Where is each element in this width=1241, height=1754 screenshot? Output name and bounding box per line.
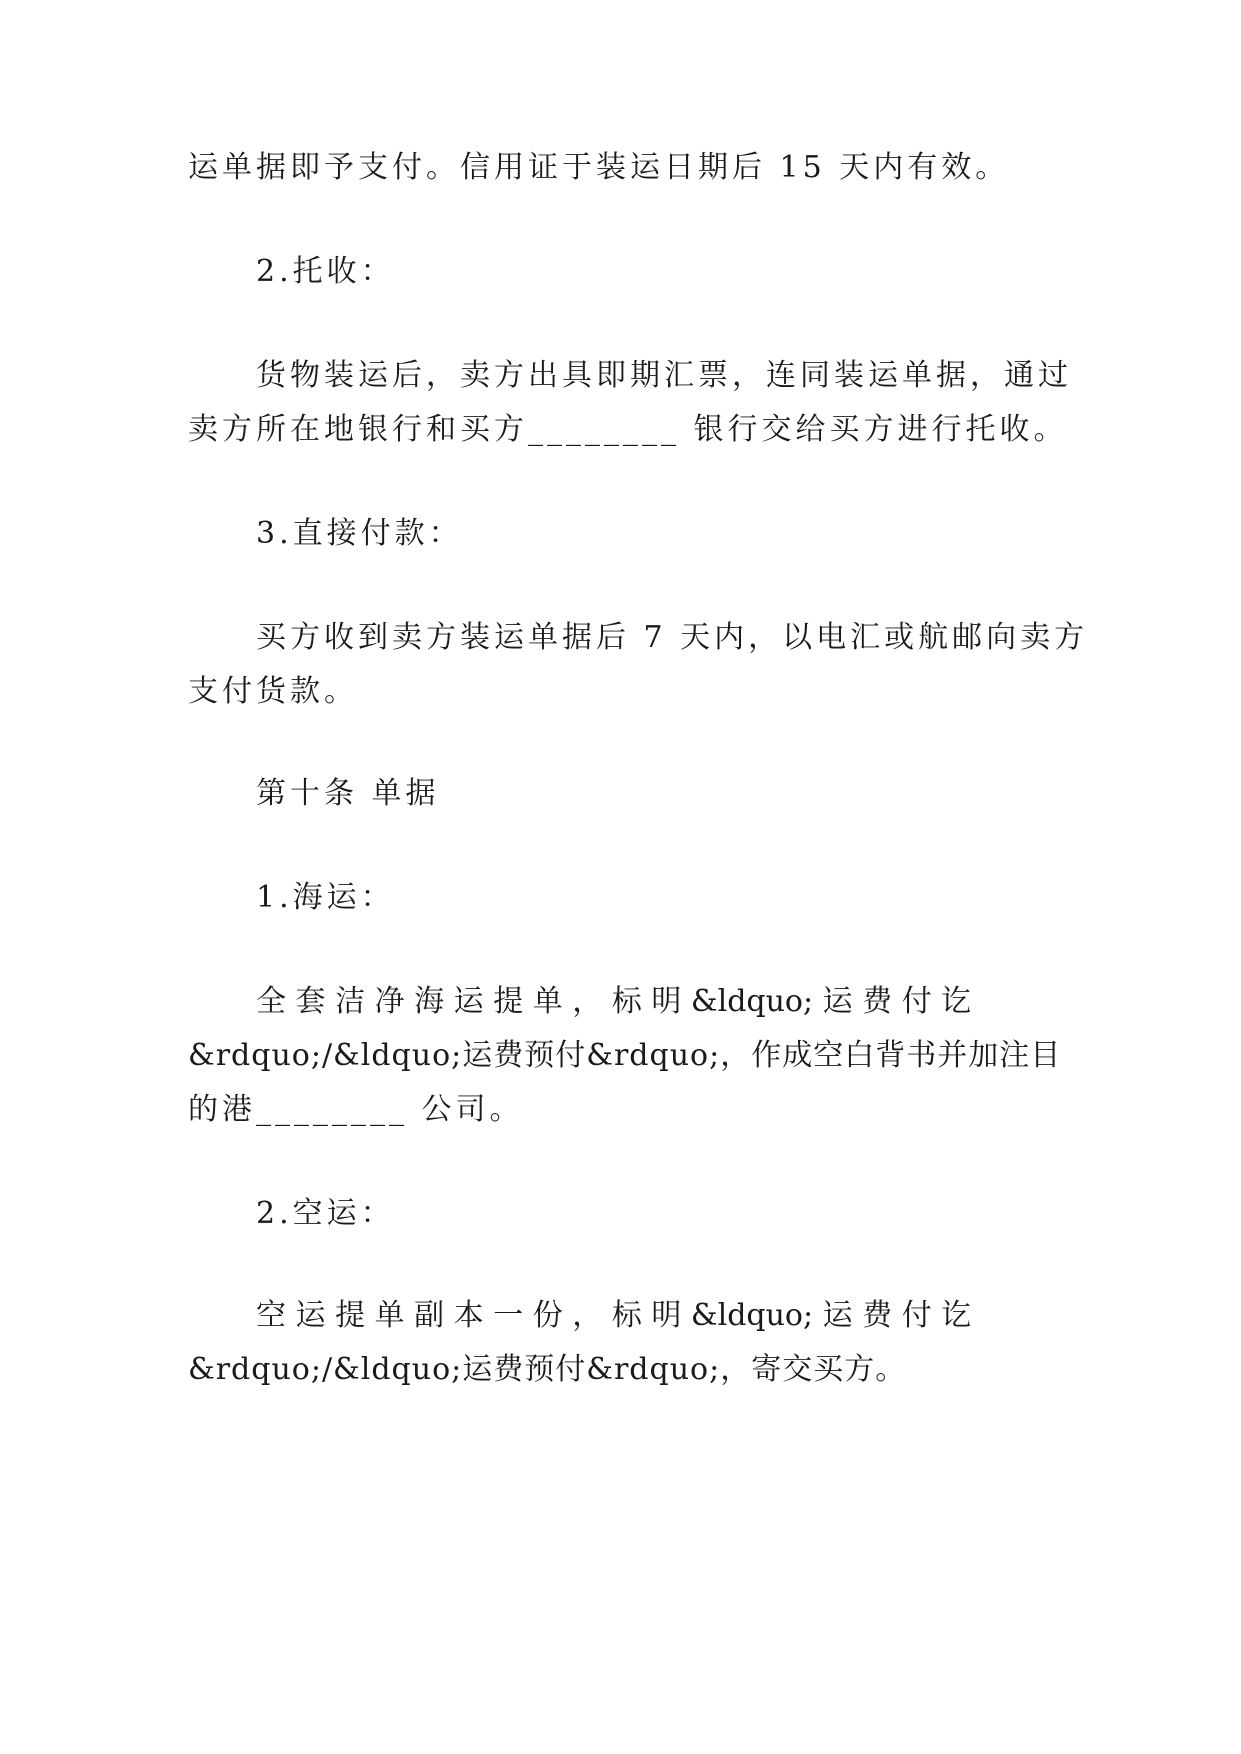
paragraph-line: 支付货款。	[188, 674, 358, 709]
paragraph-line: 买方收到卖方装运单据后 7 天内，以电汇或航邮向卖方	[256, 620, 1089, 655]
paragraph-line: 货物装运后，卖方出具即期汇票，连同装运单据，通过	[256, 358, 1072, 393]
paragraph-line: 空 运 提 单 副 本 一 份 ， 标 明 &ldquo; 运 费 付 讫	[256, 1298, 972, 1333]
paragraph-line: &rdquo;/&ldquo;运费预付&rdquo;，寄交买方。	[188, 1352, 907, 1387]
paragraph-line: &rdquo;/&ldquo;运费预付&rdquo;，作成空白背书并加注目	[188, 1038, 1062, 1073]
paragraph-line: 卖方所在地银行和买方________ 银行交给买方进行托收。	[188, 412, 1068, 447]
paragraph-line: 的港________ 公司。	[188, 1092, 524, 1127]
paragraph-line: 全 套 洁 净 海 运 提 单 ， 标 明 &ldquo; 运 费 付 讫	[256, 984, 972, 1019]
paragraph-line: 运单据即予支付。信用证于装运日期后 15 天内有效。	[188, 150, 1010, 185]
article-heading: 第十条 单据	[256, 776, 440, 811]
section-heading: 1.海运：	[256, 880, 395, 915]
section-heading: 2.空运：	[256, 1196, 395, 1231]
section-heading: 2.托收：	[256, 254, 395, 289]
section-heading: 3.直接付款：	[256, 516, 463, 551]
